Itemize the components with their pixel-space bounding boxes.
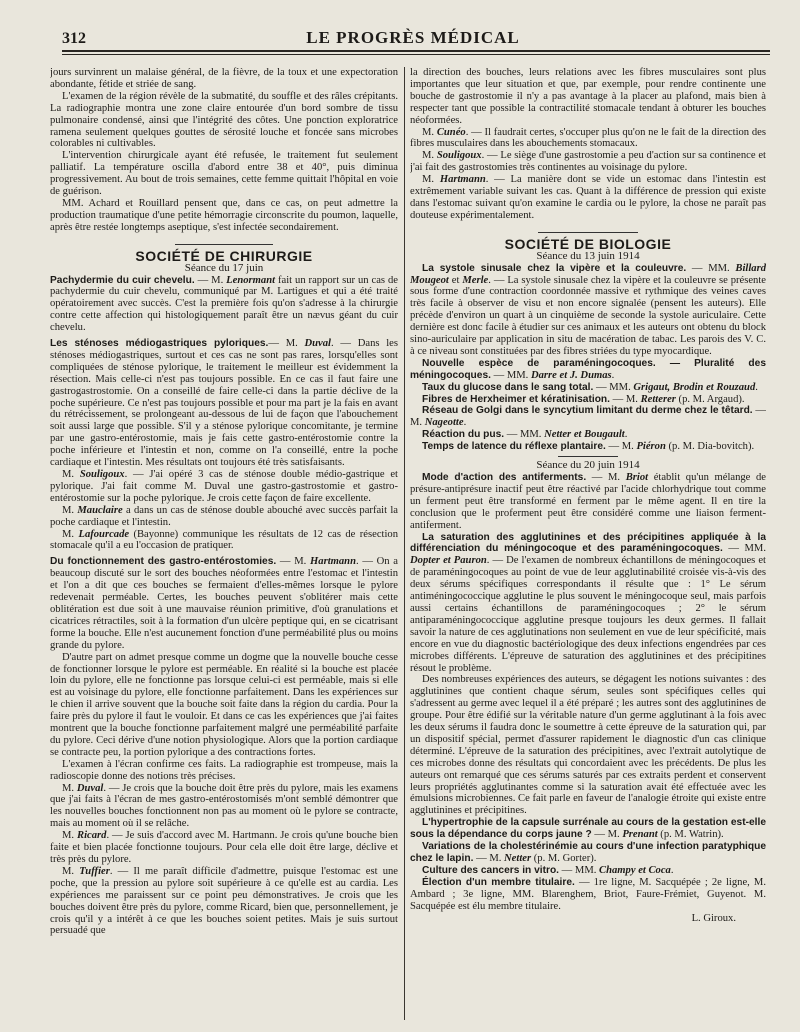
report-title: Temps de latence du réflexe plantaire. xyxy=(422,441,606,453)
paragraph: M. Hartmann. — La manière dont se vide un estomac dans l'intestin est extrêmement variable suivant les cas. Quant à la différence de pression qui existe dans l'estomac suivant qu'on examine le cardia ou le pylore, la chose ne paraît pas douteuse expérimentalement. xyxy=(410,174,766,221)
left-column xyxy=(50,67,398,1020)
report-entry: Culture des cancers in vitro. — MM. Champy et Coca. xyxy=(422,864,674,876)
report-entry: Nouvelle espèce de paraméningocoques. — Pluralité des méningocoques. — MM. Darre et J. Dumas. xyxy=(410,357,766,381)
section-divider xyxy=(538,232,638,233)
session-date: Séance du 17 juin xyxy=(184,261,264,274)
paragraph: M. Souligoux. — J'ai opéré 3 cas de sténose double médio-gastrique et pylorique. J'ai fait comme M. Duval une gastro-gastrostomie et gastro-entérostomie sur la poche pylorique. Je crois cette façon de faire excellente. xyxy=(50,469,398,504)
report-title: Du fonctionnement des gastro-entérostomies. xyxy=(50,556,277,568)
author-name: Retterer xyxy=(640,393,676,405)
report-entry: Élection d'un membre titulaire. — 1re ligne, M. Sacquépée ; 2e ligne, M. Ambard ; 3e ligne, MM. Blarenghem, Briot, Faure-Frémiet, Guyenot. M. Sacquépée est élu membre titulaire. xyxy=(410,876,766,912)
report-title: Réaction du pus. xyxy=(422,429,505,441)
section-title: SOCIÉTÉ DE BIOLOGIE xyxy=(504,235,672,252)
report-title: Réseau de Golgi dans le syncytium limitant du derme chez le têtard. xyxy=(422,405,753,417)
author-name: Champy et Coca xyxy=(599,864,671,876)
report-entry: Du fonctionnement des gastro-entérostomies. — M. Hartmann. — On a beaucoup discuté sur le sort des bouches néoformées entre l'estomac et l'intestin et l'on a dit que ces bouches se fermaient d'elles-mêmes lorsque le pylore redevenait perméable. Certes, les bouches peuvent s'oblitérer mais cette oblitération est due soit à une mauvaise réunion primitive, d'où granulations et cicatrices rétractiles, soit à la formation d'un ulcère peptique qui, en se cicatrisant forme la bouche. Elle n'est aucunement fonction d'une perméabilité plus ou moins grande du pylore. xyxy=(50,556,398,651)
report-title: Culture des cancers in vitro. xyxy=(422,864,560,876)
author-name: Cunéo xyxy=(436,126,466,138)
session-date: Séance du 13 juin 1914 xyxy=(536,249,640,262)
author-name: Duval xyxy=(304,338,331,350)
author-name: Piéron xyxy=(636,441,666,453)
author-name: Lafourcade xyxy=(78,528,130,540)
paragraph: M. Ricard. — Je suis d'accord avec M. Hartmann. Je crois qu'une bouche bien faite et bien placée fonctionne toujours. Pour cela elle doit être large, déclive et très près du pylore. xyxy=(50,830,398,865)
report-entry: Fibres de Herxheimer et kératinisation. — M. Retterer (p. M. Argaud). xyxy=(422,393,745,405)
author-name: Hartmann xyxy=(310,556,356,568)
report-title: Taux du glucose dans le sang total. xyxy=(422,381,594,393)
report-entry: Les sténoses médiogastriques pyloriques.— M. Duval. — Dans les sténoses médiogastriques, surtout et ces cas ne sont pas rares, lorsqu'elles sont compliquées de sténose pylorique, le traitement le meilleur est évidemment la résection. Mais celle-ci n'est pas toujours possible. En ce cas il faut faire une gastrogastrostomie. On a conseillé de faire celle-ci dans la partie déclive de la poche supérieure. Ce n'est pas toujours possible et pour ma part je la fais en avant du rétrécissement, se prolongeant au-dessous de lui de façon que l'abouchement soit aussi large que possible. S'il y a sténose pylorique concomitante, je termine par une gastro-entérostomie, mais je fais cette gastro-entérostomie contre la poche inférieure et l'intestin et non, comme on l'a conseillé, entre la poche cardiaque et l'intestin. Mes résultats ont toujours été très satisfaisants. xyxy=(50,338,398,469)
report-title: Nouvelle espèce de paraméningocoques. — Pluralité des méningocoques. xyxy=(410,357,766,381)
author-name: Ricard xyxy=(77,830,107,842)
report-entry: La saturation des agglutinines et des précipitines appliquée à la différenciation du méningocoque et des paraméningocoques. — MM. Dopter et Pauron. — De l'examen de nombreux échantillons de méningocoques et de paraméningocoques au point de vue de leur agglutinabilité croisée vis-à-vis des deux sérums spécifiques correspondants il résulte que : 1° Le sérum antiméningococcique agglutine le plus souvent le méningocoque seul, mais parfois aussi certains échantillons de paraméningocoques ; 2° le sérum antiparaméningococcique agglutine presque toujours les deux germes. Il fallait savoir la nature de ces agglutinations non seulement en vue de leur spécificité, mais encore en vue du diagnostic bactériologique des deux infections engendrées par ces microbes différents. L'épreuve de saturation des agglutinines et des précipitines résout le problème. xyxy=(410,531,766,674)
paragraph: la direction des bouches, leurs relations avec les fibres musculaires sont plus importantes que leur situation et que, par exemple, pour rendre continente une bouche de gastrostomie il n'y a pas avantage à la placer au plafond, mais bien à respecter tant que possible la contractilité stomacale tendant à obturer les bouches néoformées. xyxy=(410,67,766,126)
report-title: Mode d'action des antiferments. xyxy=(422,472,587,483)
session-divider xyxy=(558,456,618,457)
author-name: Duval xyxy=(76,782,104,794)
paragraph: MM. Achard et Rouillard pensent que, dans ce cas, on peut admettre la production traumatique d'une petite hémorragie circonscrite du poumon, laquelle, après être restée longtemps aseptique, s'est infectée secondairement. xyxy=(50,197,398,233)
paragraph: D'autre part on admet presque comme un dogme que la nouvelle bouche cesse de fonctionner lorsque le pylore est perméable. En réalité si la bouche est placée loin du pylore, elle ne fonctionne pas lorsque celui-ci est perméable, mais si elle est au voisinage du pylore, elle fonctionne parfaitement. Dans les expériences sur le chien il arrive souvent que la bouche soit faite dans la région du cardia. Pour la faire près du pylore il faut le vouloir. Et dans ce cas les expériences que j'ai faites montrent que la bouche fonctionne parfaitement malgré une perméabilité parfaite du pylore. Ceci dérive d'une notion physiologique. Alors que la portion cardiaque se contracte peu, la portion pylorique a des contractions fortes. xyxy=(50,651,398,758)
author-name: Billard xyxy=(735,262,766,274)
author-name: Lenormant xyxy=(226,274,276,286)
author-name: Netter et Bougault xyxy=(544,429,625,441)
report-title: Élection d'un membre titulaire. xyxy=(422,876,575,888)
paragraph: L'examen de la région révèle de la submatité, du souffle et des râles crépitants. La radiographie montra une zone claire entourée d'un bord sombre de tissu pulmonaire condensé, ainsi que l'intégrité des côtes. Une ponction exploratrice ramena seulement quelques gouttes de sérosité louche et foncée sans microbes colorables ni cultivables. xyxy=(50,90,398,150)
report-title: La systole sinusale chez la vipère et la couleuvre. xyxy=(422,262,687,274)
section-divider xyxy=(175,244,272,245)
report-entry: La systole sinusale chez la vipère et la couleuvre. — MM. Billard Mougeot et Merle. — La systole sinusale chez la vipère et la couleuvre se présente sous forme d'une contraction coordonnée massive et rythmique des veines caves très facile à observer de visu et non encore signalée (pensent les auteurs). Elle précède d'environ un quart à un cinquième de seconde la systole auriculaire. Cette dernière est donc facile à étudier sur ces animaux et les auteurs ont obtenu du block sino-auriculaire par application in situ de macération de tabac. Les parois des V. C. à ce niveau sont constituées par des fibres striées du type myocardique. xyxy=(410,262,766,357)
paragraph: M. Tuffier. — Il me paraît difficile d'admettre, puisque l'estomac est une poche, que la pression au pylore soit supérieure à ce qu'elle est au cardia. Les expériences me paraissent sur ce point peu démonstratives. Je crois que les bouches doivent être près du pylore, comme Ricard, bien que, personnellement, je crois qu'il y a intérêt à ce que les bouches soient petites. Mais je suis surtout persuadé que xyxy=(50,865,398,937)
report-title: Variations de la cholestérinémie au cours d'une infection paratyphique chez le lapin. xyxy=(410,841,766,864)
report-title: Fibres de Herxheimer et kératinisation. xyxy=(422,393,610,405)
paragraph: M. Duval. — Je crois que la bouche doit être près du pylore, mais les examens que j'ai faits à l'écran de mes gastro-entérostomisés m'ont semblé démontrer que les nouvelles bouches fonctionnent non pas au moment où le pylore se contracte, mais au moment où il se relâche. xyxy=(50,782,398,830)
report-entry: Réaction du pus. — MM. Netter et Bougault. xyxy=(422,429,628,441)
paragraph: M. Cunéo. — Il faudrait certes, s'occuper plus qu'on ne le fait de la direction des fibres musculaires dans les abouchements stomacaux. xyxy=(410,126,766,150)
author-name: Mougeot xyxy=(410,274,449,286)
report-entry: L'hypertrophie de la capsule surrénale au cours de la gestation est-elle sous la dépendance du corps jaune ? — M. Prenant (p. M. Watrin). xyxy=(410,817,766,841)
author-name: Briot xyxy=(625,472,649,483)
paragraph: L'intervention chirurgicale ayant été refusée, le traitement fut seulement palliatif. La température oscilla d'abord entre 38 et 40°, puis diminua progressivement. Au bout de trois semaines, cette femme quittait l'hôpital en voie de guérison. xyxy=(50,150,398,198)
author-name: Dopter et Pauron xyxy=(410,555,487,567)
paragraph: L'examen à l'écran confirme ces faits. La radiographie est trompeuse, mais la radioscopie donne des notions très précises. xyxy=(50,758,398,782)
report-entry: Variations de la cholestérinémie au cours d'une infection paratyphique chez le lapin. — M. Netter (p. M. Gorter). xyxy=(410,841,766,864)
report-title: Pachydermie du cuir chevelu. xyxy=(50,274,195,286)
author-name: Merle xyxy=(462,274,489,286)
author-name: Netter xyxy=(504,853,532,864)
section-title: SOCIÉTÉ DE CHIRURGIE xyxy=(135,247,313,264)
report-entry: Temps de latence du réflexe plantaire. — M. Piéron (p. M. Dia-bovitch). xyxy=(422,441,755,453)
paragraph: jours survinrent un malaise général, de la fièvre, de la toux et une expectoration abondante, fétide et striée de sang. xyxy=(50,67,398,90)
column-divider xyxy=(404,67,405,1020)
page-header xyxy=(62,28,770,52)
right-column xyxy=(410,67,766,1020)
report-title: Les sténoses médiogastriques pyloriques. xyxy=(50,338,269,350)
author-name: Grigaut, Brodin et Rouzaud xyxy=(633,381,756,393)
author-name: Souligoux xyxy=(436,150,482,162)
report-title: La saturation des agglutinines et des précipitines appliquée à la différenciation du méningocoque et des paraméningocoques. xyxy=(410,531,766,555)
author-name: Tuffier xyxy=(79,865,110,877)
paragraph: M. Lafourcade (Bayonne) communique les résultats de 12 cas de résection stomacale qu'il a eu l'occasion de pratiquer. xyxy=(50,528,398,552)
journal-title: LE PROGRÈS MÉDICAL xyxy=(306,28,520,47)
author-name: Mauclaire xyxy=(77,504,123,516)
session-date: Séance du 20 juin 1914 xyxy=(536,459,640,472)
signature: L. Giroux. xyxy=(691,912,736,924)
paragraph: Des nombreuses expériences des auteurs, se dégagent les notions suivantes : des agglutinines que contient chaque sérum, seules sont spécifiques celles qui s'adressent au germe avec lequel il a été préparé ; les autres sont des agglutinines de groupe. Pour être édifié sur la véritable nature d'un germe agglutinant à la fois avec les deux sérums il faudra donc le soumettre à cette épreuve de la saturation qui, par un dispositif spécial, permet d'assurer rapidement le diagnostic d'un cas clinique déterminé. L'épreuve de la saturation des précipitines, avec l'extrait autolytique de ces microbes donne des résultats qui concordaient avec les précédents. De plus les auteurs ont remarqué que ces sérums saturés par ces extraits perdent et conservent leurs propriétés agglutinantes comme si la saturation avait été effectuée avec les émulsions microbiennes. Ce fait parle en faveur de l'analogie étroite qui existe entre agglutinines et précipitines. xyxy=(410,674,766,817)
report-entry: Taux du glucose dans le sang total. — MM. Grigaut, Brodin et Rouzaud. xyxy=(422,381,758,393)
report-entry: Pachydermie du cuir chevelu. — M. Lenormant fait un rapport sur un cas de pachydermie du cuir chevelu, communiqué par M. Lartigues et qui a été traité opératoirement avec succès. C'est la première fois qu'on s'adresse à la chirurgie contre cette affection qui histologiquement paraît être un nævus géant du cuir chevelu. xyxy=(50,274,398,334)
author-name: Prenant xyxy=(622,829,658,841)
page-number: 312 xyxy=(62,30,86,47)
author-name: Souligoux xyxy=(79,469,125,480)
paragraph: M. Mauclaire a dans un cas de sténose double abouché avec succès parfait la poche cardiaque et l'intestin. xyxy=(50,504,398,528)
report-entry: Réseau de Golgi dans le syncytium limitant du derme chez le têtard. — M. Nageotte. xyxy=(410,405,766,429)
author-name: Darre et J. Dumas xyxy=(530,369,612,381)
author-name: Hartmann xyxy=(439,174,486,186)
report-title: L'hypertrophie de la capsule surrénale au cours de la gestation est-elle sous la dépendance du corps jaune ? xyxy=(410,817,766,841)
report-entry: Mode d'action des antiferments. — M. Briot établit qu'un mélange de présure-antiprésure inactif peut être réactivé par l'acide chlorhydrique tout comme un ferment peut être transformé en ferment par le même agent. Il en tire la conclusion que le proferment peut être considéré comme une liaison ferment-antiferment. xyxy=(410,472,766,531)
author-name: Nageotte xyxy=(424,417,464,429)
paragraph: M. Souligoux. — Le siège d'une gastrostomie a peu d'action sur sa continence et j'ai fait des gastrostomies très continentes au voisinage du pylore. xyxy=(410,150,766,174)
